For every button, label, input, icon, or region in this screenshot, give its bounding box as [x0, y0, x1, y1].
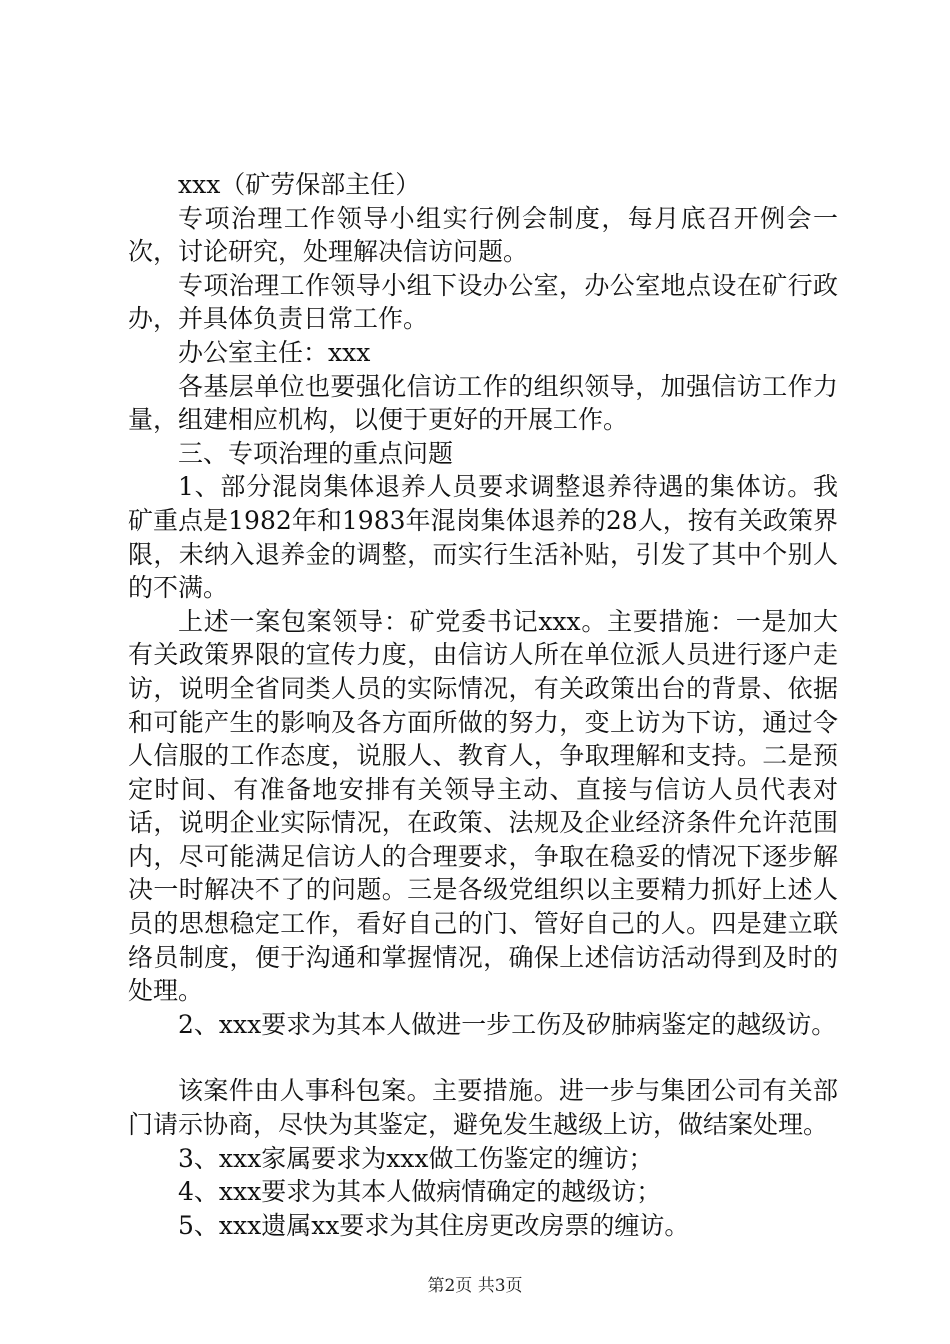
paragraph-office-director: 办公室主任：xxx: [178, 337, 371, 367]
document-body: [128, 168, 838, 1242]
paragraph-grassroots-units: 各基层单位也要强化信访工作的组织领导，加强信访工作力量，组建相应机构，以便于更好的开展工作。: [128, 371, 838, 435]
paragraph-issue-1: 1、部分混岗集体退养人员要求调整退养待遇的集体访。我矿重点是1982年和1983年混岗集体退养的28人，按有关政策界限，未纳入退养金的调整，而实行生活补贴，引发了其中个别人的不满。: [128, 472, 838, 603]
paragraph-director-title: xxx（矿劳保部主任）: [178, 170, 421, 199]
paragraph-issue-2-measures: 该案件由人事科包案。主要措施。进一步与集团公司有关部门请示协商，尽快为其鉴定，避免发生越级上访，做结案处理。: [128, 1076, 838, 1140]
page-number-footer: 第2页 共3页: [427, 1276, 523, 1296]
paragraph-issue-4: 4、xxx要求为其本人做病情确定的越级访；: [178, 1177, 662, 1207]
paragraph-meeting-system: 专项治理工作领导小组实行例会制度，每月底召开例会一次，讨论研究，处理解决信访问题。: [128, 203, 838, 267]
paragraph-issue-3: 3、xxx家属要求为xxx做工伤鉴定的缠访；: [178, 1143, 654, 1173]
paragraph-office-setup: 专项治理工作领导小组下设办公室，办公室地点设在矿行政办，并具体负责日常工作。: [128, 270, 838, 334]
paragraph-issue-2: 2、xxx要求为其本人做进一步工伤及矽肺病鉴定的越级访。: [178, 1009, 837, 1039]
paragraph-issue-5: 5、xxx遗属xx要求为其住房更改房票的缠访。: [178, 1210, 690, 1240]
paragraph-issue-1-measures: 上述一案包案领导：矿党委书记xxx。主要措施：一是加大有关政策界限的宣传力度，由信访人所在单位派人员进行逐户走访，说明全省同类人员的实际情况，有关政策出台的背景、依据和可能产生的影响及各方面所做的努力，变上访为下访，通过令人信服的工作态度，说服人、教育人，争取理解和支持。二是预定时间、有准备地安排有关领导主动、直接与信访人员代表对话，说明企业实际情况，在政策、法规及企业经济条件允许范围内，尽可能满足信访人的合理要求，争取在稳妥的情况下逐步解决一时解决不了的问题。三是各级党组织以主要精力抓好上述人员的思想稳定工作，看好自己的门、管好自己的人。四是建立联络员制度，便于沟通和掌握情况，确保上述信访活动得到及时的处理。: [128, 606, 838, 1006]
section-heading-key-issues: 三、专项治理的重点问题: [178, 438, 454, 468]
